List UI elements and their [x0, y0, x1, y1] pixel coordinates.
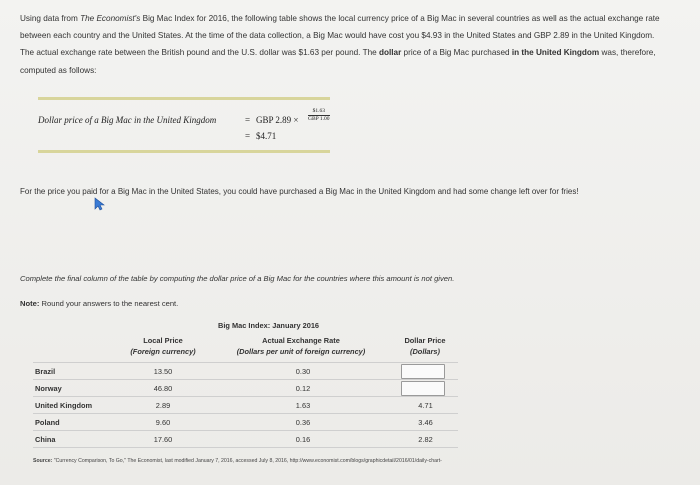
row-exchange-rate: 0.16 — [295, 435, 311, 444]
row-local-price: 17.60 — [153, 435, 173, 444]
table-caption: Big Mac Index: January 2016 — [218, 321, 320, 330]
fraction-denominator: GBP 1.00 — [308, 116, 330, 122]
formula-lhs: Dollar price of a Big Mac in the United Kingdom — [38, 115, 217, 125]
header-dollar-price — [395, 335, 455, 357]
header-local-label: Local Price — [143, 336, 183, 345]
row-country: Norway — [35, 384, 62, 393]
intro-bold-uk: in the United Kingdom — [511, 48, 600, 58]
row-dollar-price: 3.46 — [418, 418, 433, 427]
row-exchange-rate: 0.36 — [295, 418, 311, 427]
formula-rule-bottom — [38, 150, 330, 153]
table-row-united-kingdom — [33, 397, 458, 414]
formula-equals: = — [245, 115, 251, 125]
row-exchange-rate: 0.12 — [295, 384, 311, 393]
header-rate-label: Actual Exchange Rate — [262, 336, 340, 345]
row-local-price: 13.50 — [153, 367, 173, 376]
formula-equals-2: = — [245, 131, 251, 141]
instruction-text: Complete the final column of the table by computing the dollar price of a Big Mac for the countries where this amount is not given. — [20, 274, 455, 283]
intro-paragraph — [20, 10, 670, 79]
row-local-price: 46.80 — [153, 384, 173, 393]
source-citation — [33, 458, 693, 464]
table-row-brazil — [33, 363, 458, 380]
intro-text-1: Using data from — [20, 14, 81, 23]
row-country: Brazil — [35, 367, 56, 376]
row-country: China — [35, 435, 56, 444]
header-dollar-label: Dollar Price — [404, 336, 446, 345]
table-row-norway — [33, 380, 458, 397]
intro-bold-dollar: dollar — [378, 48, 402, 58]
fries-paragraph: For the price you paid for a Big Mac in the United States, you could have purchased a Big Mac in the United Kingdom and had some change left over for fries! — [20, 187, 579, 196]
row-separator — [33, 447, 458, 448]
note-text — [20, 299, 178, 308]
formula-gbp: GBP 2.89 × — [256, 115, 299, 125]
intro-text-4: was, therefore, computed as follows: — [20, 48, 656, 75]
header-dollar-sub: (Dollars) — [410, 347, 440, 356]
table-row-china — [33, 431, 458, 448]
header-exchange-rate — [215, 335, 387, 357]
row-exchange-rate: 0.30 — [295, 367, 311, 376]
note-label: Note: — [20, 299, 40, 308]
row-exchange-rate: 1.63 — [295, 401, 311, 410]
row-country: United Kingdom — [35, 401, 93, 410]
formula-rule-top — [38, 97, 330, 100]
row-country: Poland — [35, 418, 60, 427]
row-dollar-price: 2.82 — [418, 435, 433, 444]
table-row-poland — [33, 414, 458, 431]
header-local-sub: (Foreign currency) — [130, 347, 196, 356]
header-rate-sub: (Dollars per unit of foreign currency) — [236, 347, 366, 356]
formula-result: $4.71 — [256, 131, 277, 141]
row-local-price: 9.60 — [155, 418, 171, 427]
mouse-cursor-icon — [93, 197, 107, 211]
dollar-price-input-brazil[interactable] — [401, 364, 445, 379]
source-label: Source: — [33, 458, 53, 464]
fraction-numerator: $1.63 — [308, 108, 330, 116]
note-body: Round your answers to the nearest cent. — [39, 299, 179, 308]
intro-text-2: Big Mac Index for 2016, the following table shows the local currency price of a Big Mac in several countries as well as the actual exchange rate between each country and the United States. At the time of the data collection, a Big Mac would have cost you $4.93 in the United States and GBP 2.89 in the United Kingdom. The actual exchange rate between the British pound and the U.S. dollar was $1.63 per pound. The — [20, 14, 660, 58]
row-dollar-price: 4.71 — [418, 401, 433, 410]
intro-source-italic: The Economist's — [80, 14, 141, 23]
header-local-price — [118, 335, 208, 357]
source-text: "Currency Comparison, To Go," The Economist, last modified January 7, 2016, accessed July 8, 2016, http://www.economist.com/blogs/graphicdetail/2016/01/daily-chart- — [52, 458, 442, 464]
dollar-price-input-norway[interactable] — [401, 381, 445, 396]
row-local-price: 2.89 — [155, 401, 171, 410]
formula-fraction — [308, 108, 330, 123]
intro-text-3: price of a Big Mac purchased — [401, 48, 512, 58]
